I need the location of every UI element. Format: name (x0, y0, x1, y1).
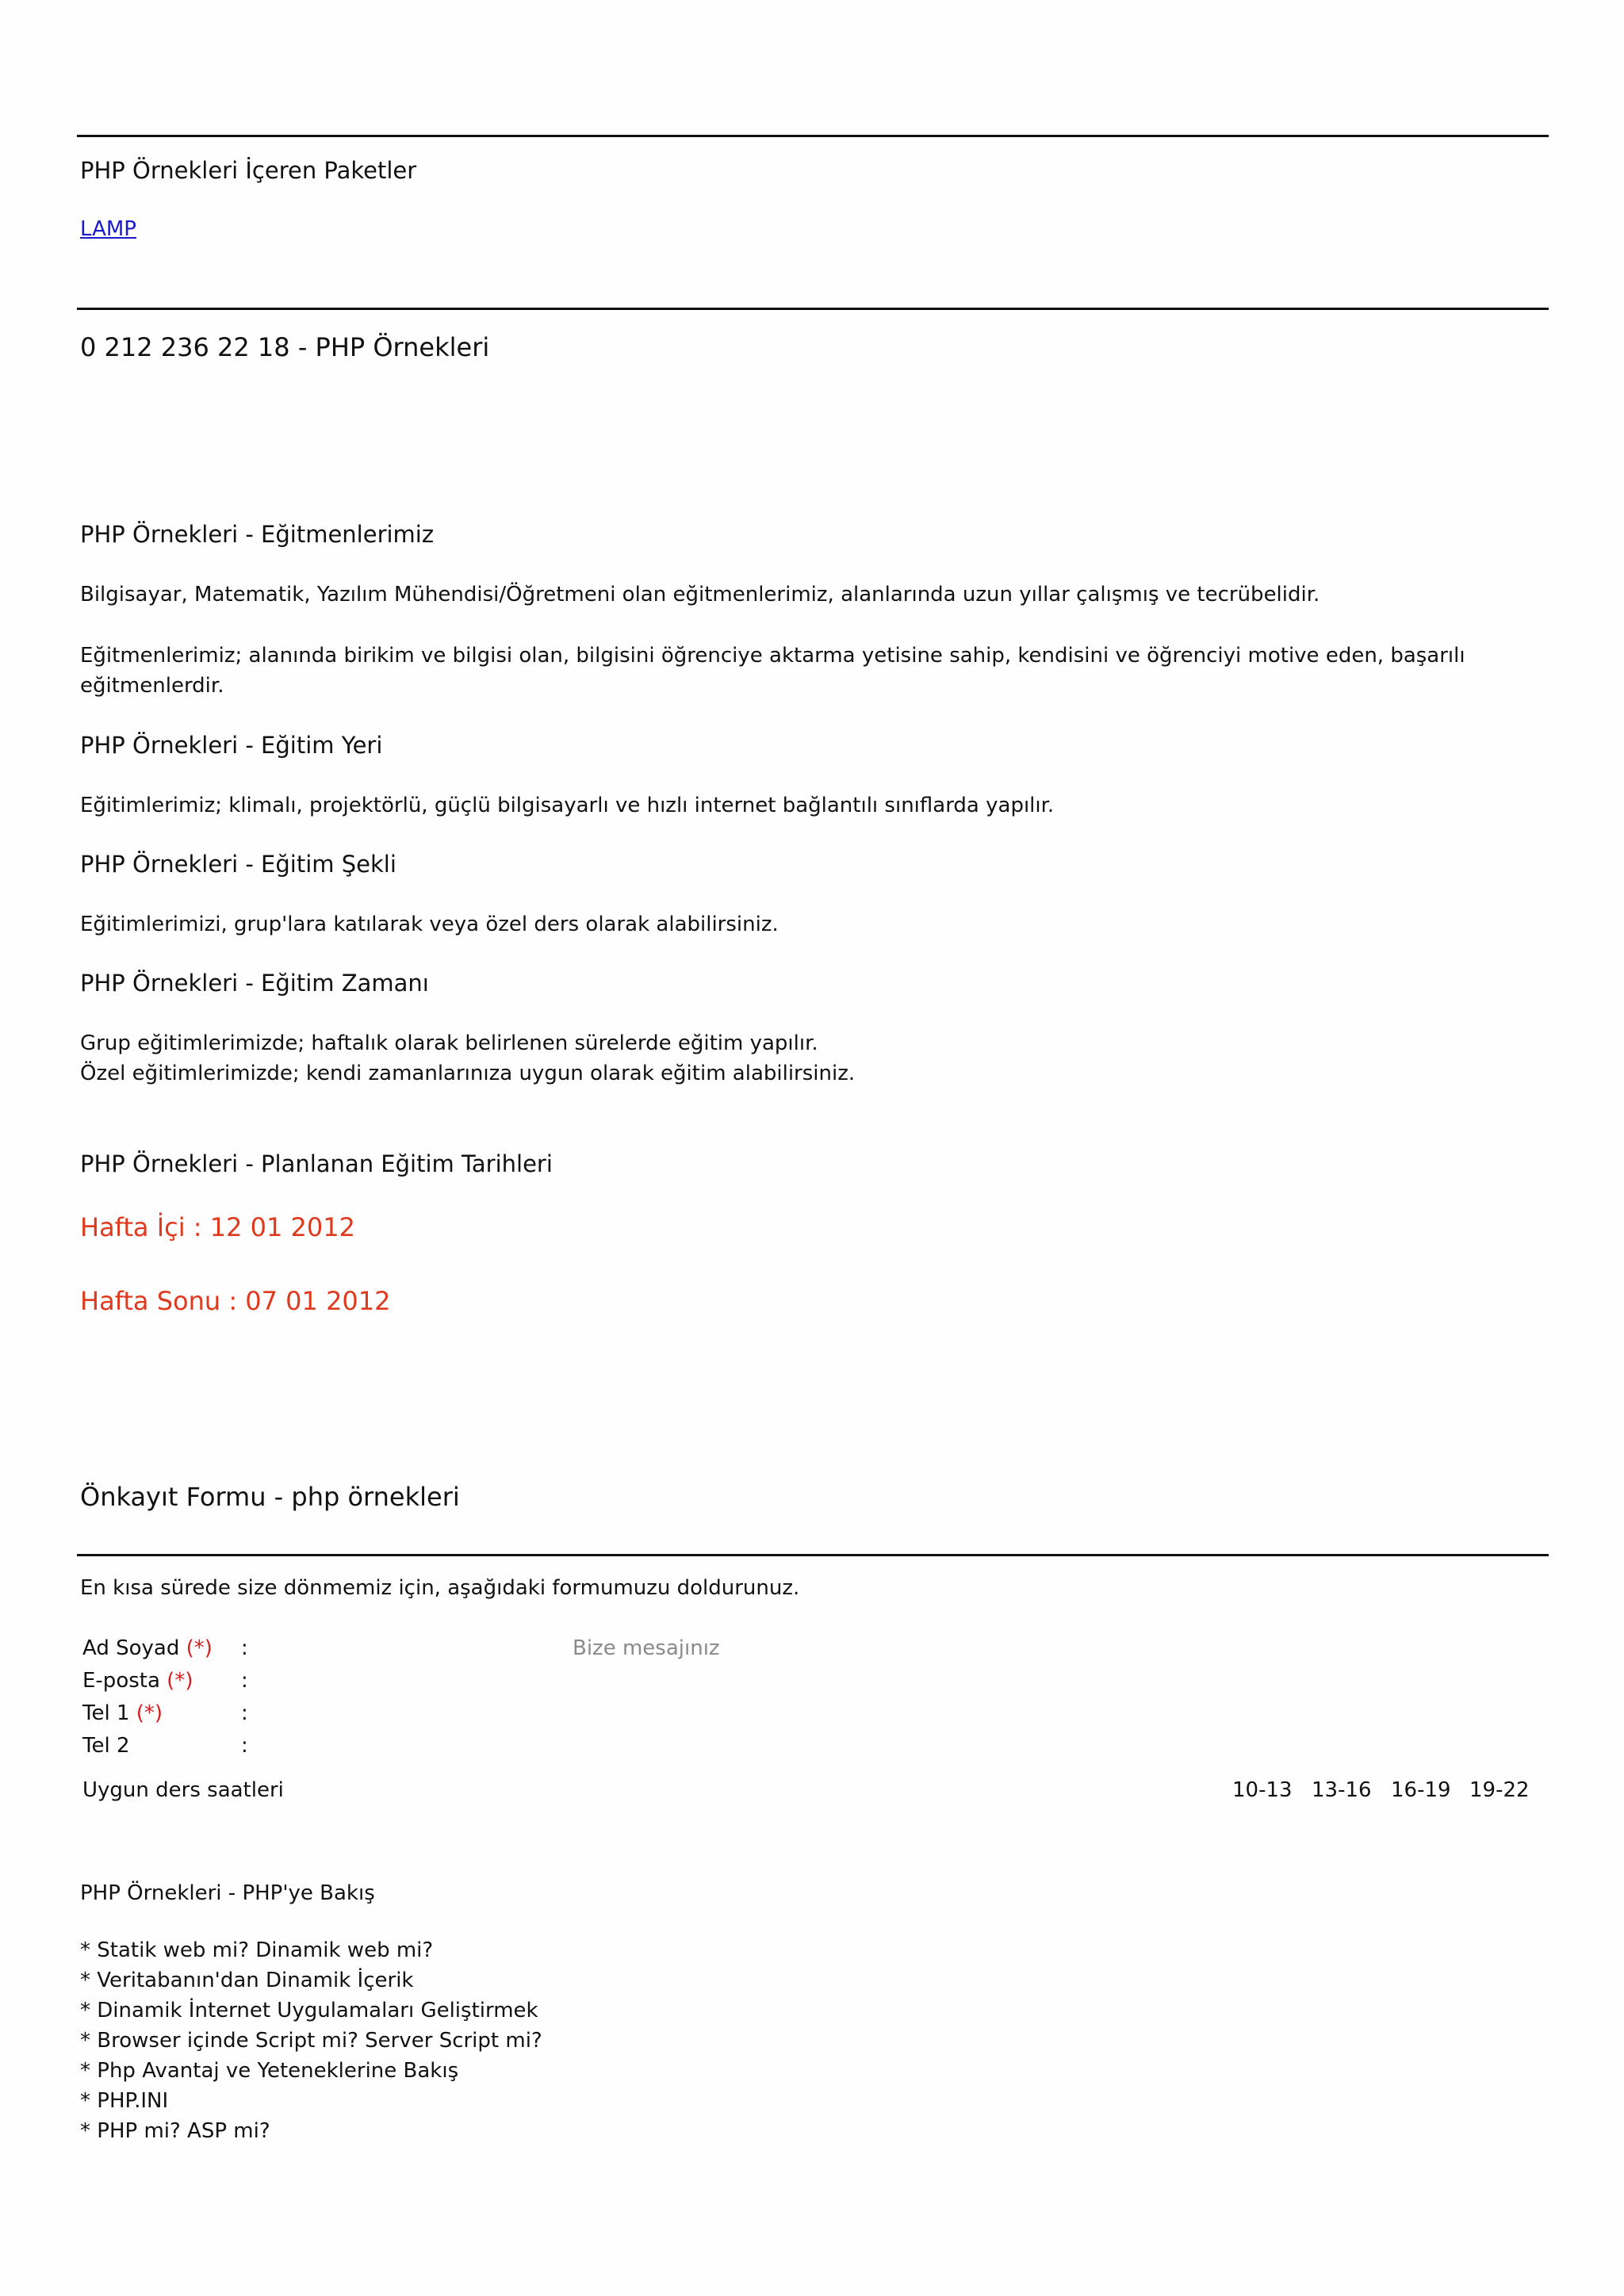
phone-rule (77, 308, 1549, 310)
message-textarea[interactable]: Bize mesajınız (573, 1636, 720, 1660)
location-body: Eğitimlerimiz; klimalı, projektörlü, güçlü bilgisayarlı ve hızlı internet bağlantılı sınıflarda yapılır. (80, 794, 1055, 817)
hour-slot-19-22[interactable]: 19-22 (1469, 1778, 1530, 1802)
dates-heading: PHP Örnekleri - Planlanan Eğitim Tarihleri (80, 1150, 553, 1177)
format-body: Eğitimlerimizi, grup'lara katılarak veya özel ders olarak alabilirsiniz. (80, 913, 779, 936)
schedule-body: Grup eğitimlerimizde; haftalık olarak belirlenen sürelerde eğitim yapılır. Özel eğitimlerimizde; kendi zamanlarınıza uygun olarak eğitim alabilirsiniz. (80, 1031, 856, 1085)
tel2-colon: : (241, 1734, 248, 1758)
list-item: * Dinamik İnternet Uygulamaları Geliştirmek (80, 1999, 538, 2022)
name-label: Ad Soyad (82, 1636, 180, 1660)
lamp-link[interactable]: LAMP (80, 217, 136, 241)
email-label: E-posta (82, 1669, 160, 1693)
hour-slot-16-19[interactable]: 16-19 (1391, 1778, 1451, 1802)
overview-heading: PHP Örnekleri - PHP'ye Bakış (80, 1881, 375, 1905)
trainers-body: Bilgisayar, Matematik, Yazılım Mühendisi/Öğretmeni olan eğitmenlerimiz, alanlarında uzun yıllar çalışmış ve tecrübelidir. (80, 583, 1320, 607)
list-item: * Browser içinde Script mi? Server Script mi? (80, 2029, 542, 2053)
form-title: Önkayıt Formu - php örnekleri (80, 1482, 460, 1512)
schedule-heading: PHP Örnekleri - Eğitim Zamanı (80, 970, 429, 997)
name-required-mark: (*) (186, 1636, 213, 1660)
trainers-heading: PHP Örnekleri - Eğitmenlerimiz (80, 521, 435, 548)
hour-slot-13-16[interactable]: 13-16 (1312, 1778, 1372, 1802)
tel1-label-row (82, 1697, 163, 1729)
form-rule (77, 1554, 1549, 1556)
list-item: * PHP mi? ASP mi? (80, 2119, 270, 2143)
weekend-date: Hafta Sonu : 07 01 2012 (80, 1286, 391, 1316)
list-item: * PHP.INI (80, 2089, 169, 2113)
email-label-row (82, 1665, 193, 1697)
hours-label: Uygun ders saatleri (82, 1778, 284, 1802)
form-intro: En kısa sürede size dönmemiz için, aşağıdaki formumuzu doldurunuz. (80, 1576, 800, 1600)
phone-title: 0 212 236 22 18 - PHP Örnekleri (80, 332, 490, 362)
top-rule (77, 135, 1549, 137)
tel2-label-row (82, 1730, 130, 1762)
name-colon: : (241, 1636, 248, 1660)
format-heading: PHP Örnekleri - Eğitim Şekli (80, 851, 396, 878)
overview-list (80, 1935, 542, 2146)
email-required-mark: (*) (167, 1669, 193, 1693)
tel2-label: Tel 2 (82, 1734, 130, 1758)
packages-heading: PHP Örnekleri İçeren Paketler (80, 157, 417, 184)
email-colon: : (241, 1669, 248, 1693)
tel1-colon: : (241, 1701, 248, 1725)
list-item: * Php Avantaj ve Yeteneklerine Bakış (80, 2059, 459, 2083)
name-label-row (82, 1632, 213, 1664)
list-item: * Veritabanın'dan Dinamik İçerik (80, 1969, 414, 1992)
trainers-body-2: Eğitmenlerimiz; alanında birikim ve bilgisi olan, bilgisini öğrenciye aktarma yetisine sahip, kendisini ve öğrenciyi motive eden, başarılı eğitmenlerdir. (80, 644, 1465, 698)
weekday-date: Hafta İçi : 12 01 2012 (80, 1212, 355, 1242)
tel1-label: Tel 1 (82, 1701, 130, 1725)
list-item: * Statik web mi? Dinamik web mi? (80, 1938, 434, 1962)
tel1-required-mark: (*) (136, 1701, 163, 1725)
hour-slot-10-13[interactable]: 10-13 (1232, 1778, 1293, 1802)
location-heading: PHP Örnekleri - Eğitim Yeri (80, 732, 383, 759)
